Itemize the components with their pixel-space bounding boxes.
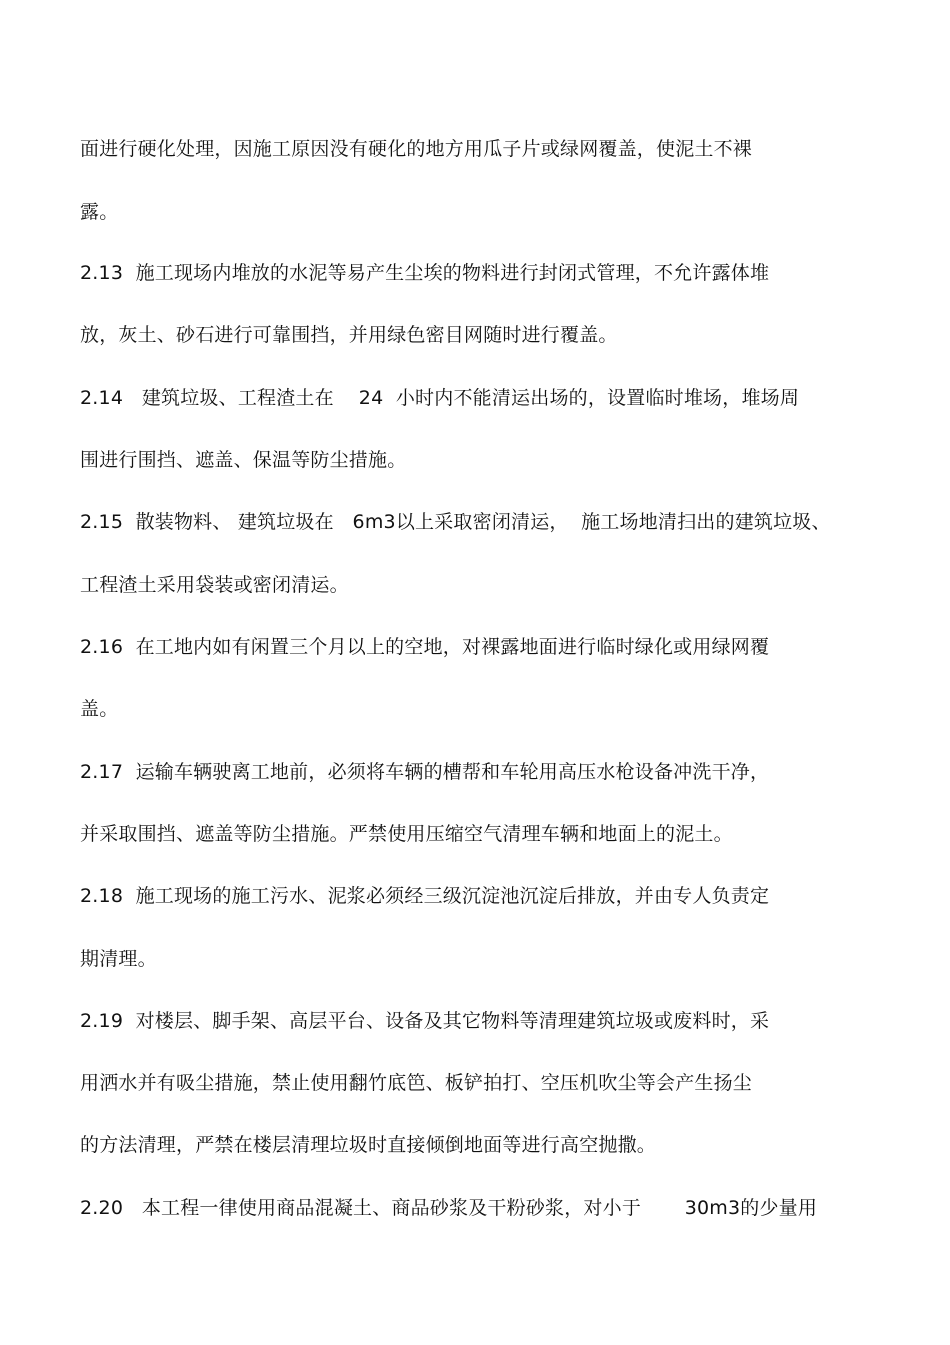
text-line: 2.18 施工现场的施工污水、泥浆必须经三级沉淀池沉淀后排放，并由专人负责定 — [80, 885, 770, 907]
text-line: 围进行围挡、遮盖、保温等防尘措施。 — [80, 449, 407, 471]
text-line: 期清理。 — [80, 948, 157, 970]
text-line: 2.20 本工程一律使用商品混凝土、商品砂浆及干粉砂浆，对小于 30m3的少量用 — [80, 1197, 818, 1219]
text-line: 2.16 在工地内如有闲置三个月以上的空地，对裸露地面进行临时绿化或用绿网覆 — [80, 636, 770, 658]
text-line: 2.15 散装物料、 建筑垃圾在 6m3以上采取密闭清运， 施工场地清扫出的建筑垃圾、 — [80, 511, 831, 533]
text-line: 放，灰土、砂石进行可靠围挡，并用绿色密目网随时进行覆盖。 — [80, 324, 618, 346]
text-line: 的方法清理，严禁在楼层清理垃圾时直接倾倒地面等进行高空抛撒。 — [80, 1134, 657, 1156]
text-line: 并采取围挡、遮盖等防尘措施。严禁使用压缩空气清理车辆和地面上的泥土。 — [80, 823, 733, 845]
text-line: 2.19 对楼层、脚手架、高层平台、设备及其它物料等清理建筑垃圾或废料时，采 — [80, 1010, 770, 1032]
text-line: 2.17 运输车辆驶离工地前，必须将车辆的槽帮和车轮用高压水枪设备冲洗干净， — [80, 761, 770, 783]
text-line: 露。 — [80, 201, 119, 223]
text-line: 面进行硬化处理，因施工原因没有硬化的地方用瓜子片或绿网覆盖，使泥土不裸 — [80, 138, 753, 160]
text-line: 2.14 建筑垃圾、工程渣土在 24 小时内不能清运出场的，设置临时堆场，堆场周 — [80, 387, 800, 409]
text-line: 用洒水并有吸尘措施，禁止使用翻竹底笆、板铲拍打、空压机吹尘等会产生扬尘 — [80, 1072, 753, 1094]
text-line: 2.13 施工现场内堆放的水泥等易产生尘埃的物料进行封闭式管理，不允许露体堆 — [80, 262, 770, 284]
text-line: 盖。 — [80, 698, 119, 720]
text-line: 工程渣土采用袋装或密闭清运。 — [80, 574, 349, 596]
